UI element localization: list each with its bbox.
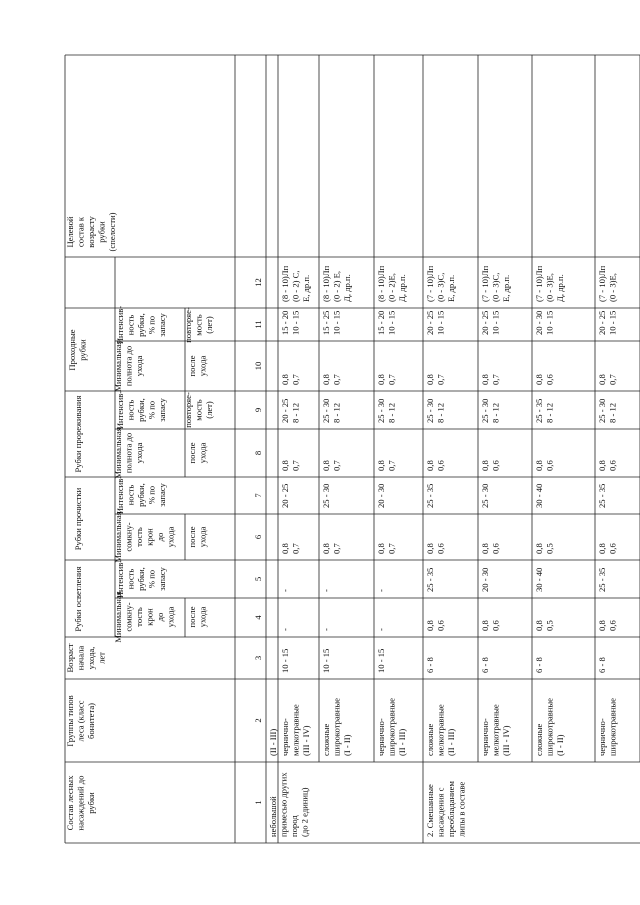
table-cell: 6 - 8 [597,657,607,673]
header-group-clearing: Рубки осветления [73,566,83,632]
table-cell: 0,80,6 [534,460,555,471]
table-cell: 20 - 258 - 12 [280,398,301,423]
table-cell: 25 - 308 - 12 [425,398,446,423]
column-number: 11 [253,320,263,329]
table-cell: 25 - 308 - 12 [597,398,618,423]
column-number: 5 [253,576,263,582]
table-cell: 25 - 30 [480,483,490,508]
table-cell: 0,80,7 [376,543,397,554]
table-cell: - [321,589,331,592]
table-cell: 0,80,7 [321,460,342,471]
column-number: 10 [253,361,263,371]
table-cell: - [280,628,290,631]
table-text [65,212,618,837]
table-cell: небольшойпримесью другихпород(до 2 единиц) [268,772,310,837]
table-cell: 0,80,7 [376,460,397,471]
table-cell: чернично-широкотравные [597,698,618,756]
table-cell: - [376,589,386,592]
table-cell: 10 - 15 [280,648,290,673]
table-cell: 20 - 25 [280,483,290,508]
table-cell: 0,80,7 [280,374,301,385]
table-cell: 20 - 30 [480,567,490,592]
table-cell: 25 - 308 - 12 [321,398,342,423]
header-composition: Состав лесныхнасаждений дорубки [65,775,96,831]
header-intensity-passage: Интенсив-ностьрубки,% позапасу [115,305,167,345]
table-cell: 25 - 35 [597,483,607,508]
column-number: 4 [253,615,263,620]
table-cell: 0,80,7 [280,460,301,471]
table-cell: 25 - 35 [425,567,435,592]
table-cell: 2. Смешанныенасаждения спреобладаниемлипы в составе [425,781,467,837]
table-cell: 15 - 2510 - 15 [321,310,342,335]
table-cell: 15 - 2010 - 15 [376,310,397,335]
header-group-thinning: Рубки прореживания [73,395,83,473]
header-min-closure-clearing: Минимальнаясомкну-тостькрондоухода [113,591,176,643]
table-cell: (II - III) [268,728,278,756]
table-cell: (8 - 10)Лп(0 - 2)Е,Д, др.п. [376,265,407,302]
table-cell: 20 - 2510 - 15 [597,310,618,335]
column-number: 2 [253,718,263,723]
table-cell: 25 - 358 - 12 [534,398,555,423]
column-number: 1 [253,800,263,805]
table-cell: 0,80,6 [480,460,501,471]
table-cell: 0,80,7 [321,374,342,385]
header-target-composition: Целевойсостав квозрастурубки(спелости) [65,212,117,252]
table-cell: 0,80,7 [597,374,618,385]
table-cell: 25 - 35 [425,483,435,508]
table-cell: 0,80,6 [425,543,446,554]
table-cell: сложныемелкотравные(II - III) [425,704,456,756]
table-cell: чернично-мелкотравные(III - IV) [480,704,511,756]
column-number: 12 [253,278,263,287]
header-after-care: послеухода [187,606,208,628]
header-intensity-clearing: Интенсив-ностьрубки,% позапасу [115,559,167,599]
header-after-care: послеухода [187,355,208,377]
table-cell: 0,80,5 [534,543,555,554]
table-cell: 20 - 30 [376,483,386,508]
table-cell: (7 - 10)Лп(0 - 3)Е, [597,265,618,302]
table-cell: 0,80,7 [376,374,397,385]
column-number: 6 [253,534,263,540]
table-cell: сложныеширокотравные(I - II) [321,698,352,756]
table-cell: 30 - 40 [534,567,544,592]
table-cell: - [376,628,386,631]
table-cell: (7 - 10)Лп(0 - 3)С,Е, др.п. [480,265,511,302]
header-intensity-cleaning: Интенсив-ностьрубки,% позапасу [115,475,167,515]
table-cell: 0,80,6 [425,460,446,471]
table-cell: 25 - 308 - 12 [480,398,501,423]
table-cell: сложныеширокотравные(I - II) [534,698,565,756]
table-cell: 10 - 15 [376,648,386,673]
table-cell: 20 - 2510 - 15 [480,310,501,335]
column-number: 9 [253,407,263,413]
table-cell: 0,80,6 [480,543,501,554]
header-group-cleaning: Рубки прочистки [73,487,83,551]
header-after-care: послеухода [187,442,208,464]
column-number: 7 [253,493,263,498]
table-cell: 0,80,7 [321,543,342,554]
table-cell: 6 - 8 [534,657,544,673]
table-cell: 20 - 2510 - 15 [425,310,446,335]
table-cell: 25 - 35 [597,567,607,592]
header-after-care: послеухода [187,526,208,548]
header-min-closure-cleaning: Минимальнаясомкну-тостькрондоухода [113,511,176,563]
header-repeatability: повторяе-мость(лет) [183,392,214,428]
table-cell: 0,80,6 [425,620,446,631]
table-cell: 0,80,7 [480,374,501,385]
table-cell: 10 - 15 [321,648,331,673]
header-start-age: Возрастначалаухода,лет [65,643,107,673]
table-cell: 25 - 308 - 12 [376,398,397,423]
column-number: 3 [253,655,263,661]
header-intensity-thinning: Интенсив-ностьрубки,% позапасу [115,390,167,430]
table-cell: 0,80,6 [597,460,618,471]
table-cell: 0,80,6 [480,620,501,631]
header-repeatability: повторяе-мость(лет) [183,307,214,343]
table-cell: 0,80,6 [534,374,555,385]
header-min-density-passage: Минимальнаяполнота доухода [113,340,144,392]
table-cell: (8 - 10)Лп(0 - 2) Е,Д, др.п. [321,265,352,302]
table-cell: (7 - 10)Лп(0 - 3)С,Е, др.п. [425,265,456,302]
table-cell: 6 - 8 [480,657,490,673]
table-cell: 30 - 40 [534,483,544,508]
table-cell: (7 - 10)Лп(0 - 3)Е,Д, др.п. [534,265,565,302]
column-number: 8 [253,450,263,456]
table-cell: 6 - 8 [425,657,435,673]
header-min-density-thinning: Минимальнаяполнота доухода [113,427,144,479]
table-cell: 0,80,6 [597,543,618,554]
table-cell: чернично-мелкотравные(III - IV) [280,704,311,756]
table-cell: 20 - 3010 - 15 [534,310,555,335]
table-cell: 0,80,7 [425,374,446,385]
table-cell: - [321,628,331,631]
table-cell: 25 - 30 [321,483,331,508]
header-group-passage: Проходныерубки [67,329,88,371]
table-cell: 0,80,6 [597,620,618,631]
table-cell: - [280,589,290,592]
table-cell: 0,80,5 [534,620,555,631]
table-cell: 0,80,7 [280,543,301,554]
table-cell: 15 - 2010 - 15 [280,310,301,335]
table-cell: (8 - 10)Лп(0 - 2) С,Е, др.п. [280,265,311,302]
table-cell: чернично-широкотравные(II - III) [376,698,407,756]
header-forest-type-groups: Группы типовлеса (классбонитета) [65,695,96,747]
